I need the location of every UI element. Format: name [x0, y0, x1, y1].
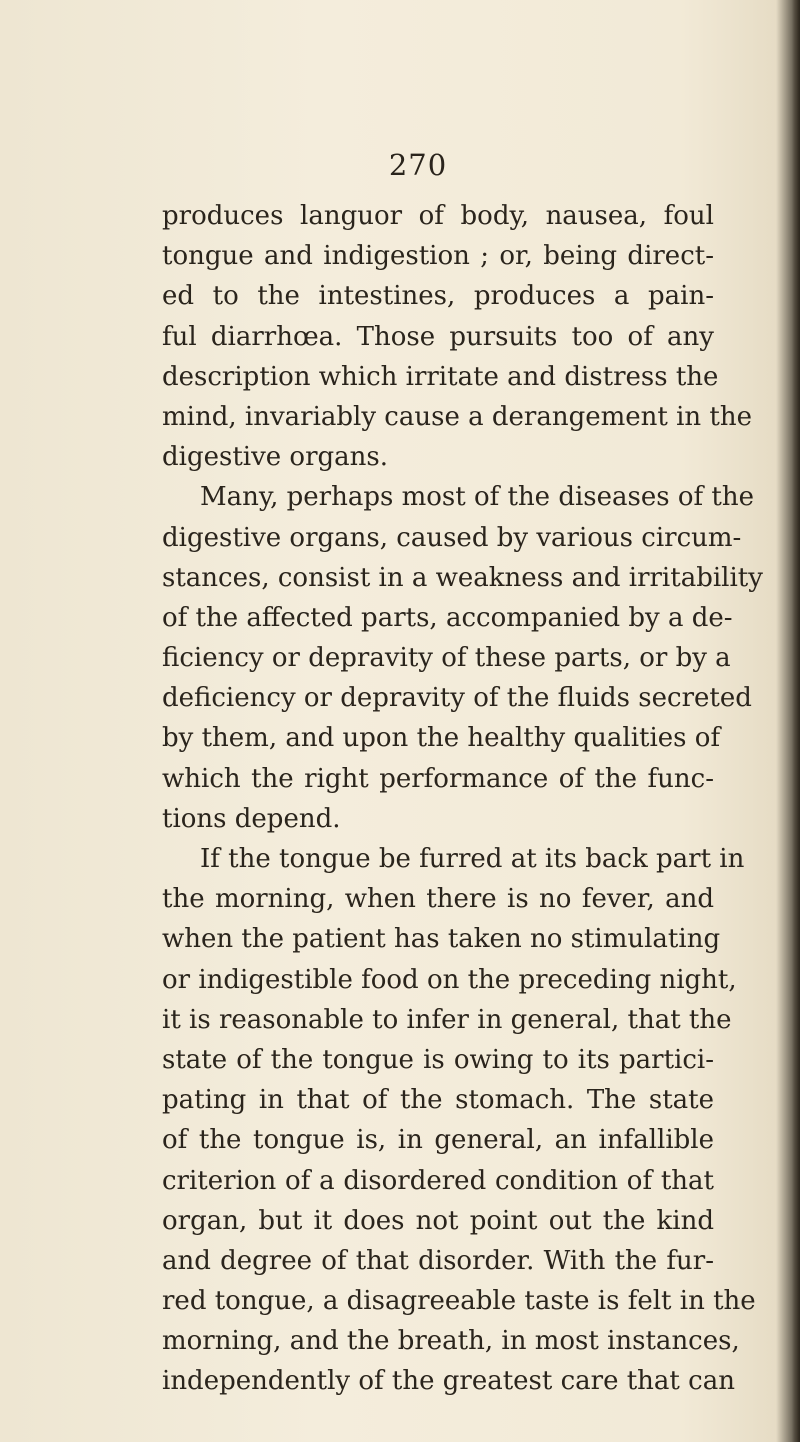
- text-line: ful diarrhœa. Those pursuits too of any: [162, 321, 714, 352]
- text-line: by them, and upon the healthy qualities of: [162, 723, 721, 754]
- page-edge-shadow: [792, 0, 800, 1442]
- paragraph-start-line: If the tongue be furred at its back part in: [200, 844, 745, 874]
- text-line: organ, but it does not point out the kind: [162, 1205, 714, 1236]
- text-line: deficiency or depravity of the fluids secreted: [162, 683, 752, 714]
- text-line: pating in that of the stomach. The state: [162, 1085, 714, 1116]
- text-line: independently of the greatest care that can: [162, 1366, 735, 1397]
- paragraph-start-line: Many, perhaps most of the diseases of the: [200, 482, 754, 513]
- text-line: the morning, when there is no fever, and: [162, 884, 714, 915]
- text-line: tions depend.: [162, 803, 341, 834]
- text-line: state of the tongue is owing to its partici-: [162, 1044, 714, 1075]
- text-line: which the right performance of the func-: [162, 763, 714, 794]
- text-line: when the patient has taken no stimulating: [162, 924, 721, 955]
- page-number: 270: [388, 148, 448, 182]
- text-line: and degree of that disorder. With the fur-: [162, 1245, 714, 1276]
- text-line: or indigestible food on the preceding night,: [162, 964, 737, 995]
- text-line: of the affected parts, accompanied by a de-: [162, 602, 733, 633]
- text-line: of the tongue is, in general, an infallible: [162, 1125, 714, 1156]
- text-line: tongue and indigestion ; or, being direct-: [162, 241, 714, 272]
- text-line: morning, and the breath, in most instances,: [162, 1326, 740, 1357]
- text-line: digestive organs.: [162, 442, 389, 473]
- text-line: it is reasonable to infer in general, that the: [162, 1004, 732, 1035]
- body-text: [162, 196, 763, 1402]
- text-line: red tongue, a disagreeable taste is felt in the: [162, 1286, 756, 1317]
- text-line: description which irritate and distress the: [162, 361, 719, 392]
- text-line: produces languor of body, nausea, foul: [162, 201, 714, 231]
- text-line: mind, invariably cause a derangement in the: [162, 401, 753, 432]
- text-line: ed to the intestines, produces a pain-: [162, 281, 714, 312]
- text-line: digestive organs, caused by various circum-: [162, 522, 742, 553]
- text-line: criterion of a disordered condition of that: [162, 1165, 714, 1196]
- text-line: ficiency or depravity of these parts, or by a: [162, 643, 731, 674]
- text-line: stances, consist in a weakness and irritability: [162, 562, 763, 593]
